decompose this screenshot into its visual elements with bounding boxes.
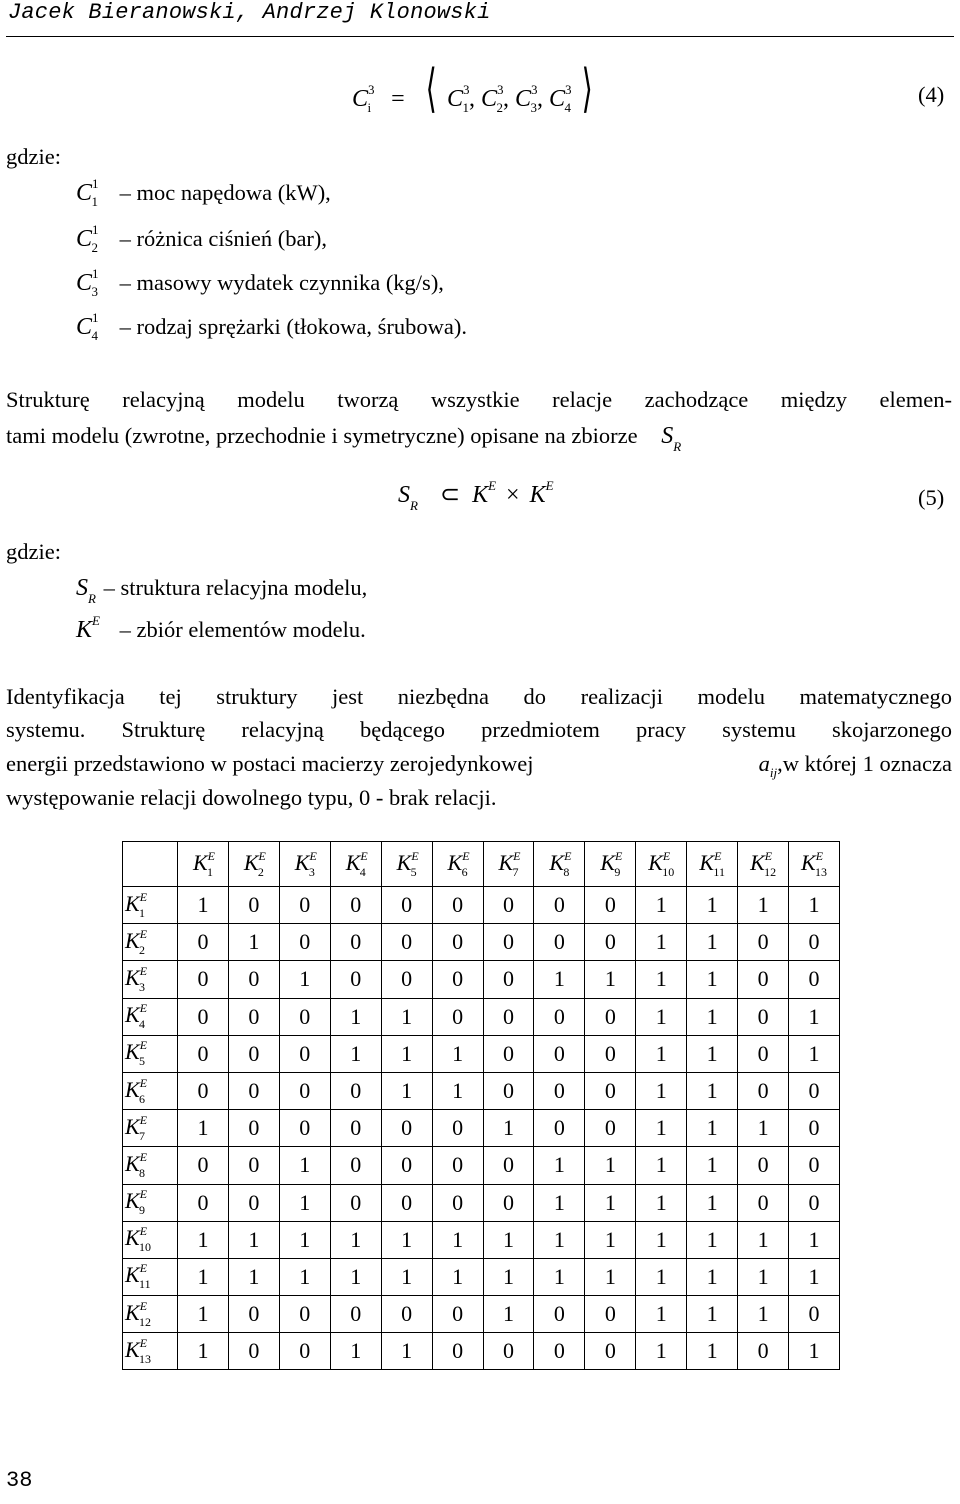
matrix-cell: 0	[228, 1333, 279, 1370]
matrix-cell: 0	[483, 1333, 534, 1370]
matrix-cell: 0	[381, 924, 432, 961]
matrix-row-header	[123, 924, 178, 961]
matrix-cell: 1	[534, 1147, 585, 1184]
matrix-cell: 0	[432, 1333, 483, 1370]
eq4-term-3: $C^3_3$	[515, 82, 538, 115]
matrix-row-header	[123, 1333, 178, 1370]
matrix-cell: 1	[687, 1110, 738, 1147]
matrix-cell: 0	[330, 961, 381, 998]
matrix-cell: 0	[483, 961, 534, 998]
matrix-row	[123, 1035, 840, 1072]
matrix-cell: 0	[330, 1072, 381, 1109]
matrix-cell: 1	[636, 887, 687, 924]
matrix-row-header	[123, 1258, 178, 1295]
matrix-row-header	[123, 1110, 178, 1147]
matrix-cell: 1	[534, 1221, 585, 1258]
matrix-cell: 0	[381, 961, 432, 998]
matrix-cell: 1	[534, 961, 585, 998]
eq4-lhs: $C^3_i$	[352, 82, 375, 115]
matrix-cell: 1	[636, 998, 687, 1035]
relation-matrix	[122, 841, 840, 1370]
matrix-cell: 0	[585, 887, 636, 924]
matrix-cell: 0	[738, 1072, 789, 1109]
matrix-cell: 0	[228, 998, 279, 1035]
matrix-column-header	[279, 842, 330, 887]
matrix-cell: 1	[687, 998, 738, 1035]
matrix-cell: 1	[279, 1258, 330, 1295]
paragraph-2-line-2: systemu. Strukturę relacyjną będącego przedmiotem pracy systemu skojarzonego	[6, 717, 952, 742]
matrix-cell: 1	[687, 1221, 738, 1258]
matrix-cell: 0	[483, 998, 534, 1035]
matrix-cell: 1	[789, 1035, 840, 1072]
matrix-k-label: $K^E_7$	[498, 848, 521, 879]
matrix-cell: 1	[636, 1110, 687, 1147]
matrix-cell: 1	[228, 924, 279, 961]
matrix-cell: 1	[279, 1184, 330, 1221]
matrix-column-header	[585, 842, 636, 887]
matrix-k-label: $K^E_{13}$	[125, 1335, 152, 1366]
matrix-cell: 0	[585, 924, 636, 961]
matrix-cell: 0	[534, 924, 585, 961]
matrix-cell: 0	[789, 1184, 840, 1221]
matrix-cell: 0	[534, 1035, 585, 1072]
paragraph-1-line-2: tami modelu (zwrotne, przechodnie i symetryczne) opisane na zbiorze $S_R$	[6, 423, 682, 454]
matrix-cell: 1	[483, 1296, 534, 1333]
matrix-cell: 0	[178, 1072, 229, 1109]
matrix-cell: 1	[636, 1072, 687, 1109]
matrix-k-label: $K^E_1$	[192, 848, 215, 879]
matrix-cell: 1	[585, 1147, 636, 1184]
matrix-cell: 0	[330, 1296, 381, 1333]
matrix-cell: 0	[789, 961, 840, 998]
matrix-cell: 0	[789, 1110, 840, 1147]
matrix-cell: 0	[279, 998, 330, 1035]
matrix-k-label: $K^E_7$	[125, 1112, 148, 1143]
matrix-cell: 0	[330, 887, 381, 924]
matrix-cell: 1	[636, 924, 687, 961]
eq4-term-2: $C^3_2$	[481, 82, 504, 115]
matrix-cell: 1	[687, 1035, 738, 1072]
matrix-cell: 0	[228, 1072, 279, 1109]
equation-5: $S_R$ ⊂ $K^E \times K^E$	[398, 478, 554, 513]
matrix-k-label: $K^E_{11}$	[699, 848, 725, 879]
matrix-row-header	[123, 1184, 178, 1221]
matrix-row-header	[123, 1221, 178, 1258]
matrix-cell: 0	[228, 1296, 279, 1333]
matrix-cell: 1	[738, 887, 789, 924]
matrix-cell: 0	[279, 887, 330, 924]
matrix-cell: 1	[687, 1072, 738, 1109]
matrix-cell: 1	[636, 1221, 687, 1258]
matrix-cell: 1	[585, 1258, 636, 1295]
matrix-cell: 0	[789, 1147, 840, 1184]
matrix-cell: 1	[381, 1221, 432, 1258]
matrix-column-header	[381, 842, 432, 887]
matrix-k-label: $K^E_9$	[125, 1187, 148, 1218]
matrix-column-header	[738, 842, 789, 887]
header-rule	[6, 36, 954, 37]
matrix-cell: 0	[279, 1110, 330, 1147]
matrix-cell: 0	[228, 1184, 279, 1221]
running-head-authors: Jacek Bieranowski, Andrzej Klonowski	[8, 0, 491, 25]
matrix-cell: 1	[432, 1221, 483, 1258]
matrix-cell: 1	[178, 1333, 229, 1370]
matrix-cell: 1	[636, 1258, 687, 1295]
matrix-cell: 1	[228, 1221, 279, 1258]
eq4-term-4: $C^3_4$	[549, 82, 572, 115]
matrix-cell: 0	[789, 924, 840, 961]
matrix-cell: 1	[585, 1221, 636, 1258]
matrix-cell: 1	[687, 961, 738, 998]
matrix-row	[123, 1110, 840, 1147]
matrix-k-label: $K^E_{10}$	[648, 848, 675, 879]
paragraph-1-line-1: Strukturę relacyjną modelu tworzą wszystkie relacje zachodzące między elemen-	[6, 387, 952, 412]
matrix-k-label: $K^E_5$	[396, 848, 419, 879]
matrix-cell: 1	[381, 1072, 432, 1109]
matrix-cell: 0	[432, 1184, 483, 1221]
matrix-cell: 0	[585, 998, 636, 1035]
matrix-column-header	[636, 842, 687, 887]
matrix-cell: 1	[381, 998, 432, 1035]
matrix-cell: 1	[636, 1333, 687, 1370]
matrix-cell: 1	[279, 961, 330, 998]
matrix-row	[123, 1296, 840, 1333]
matrix-cell: 1	[687, 1296, 738, 1333]
matrix-k-label: $K^E_{12}$	[125, 1298, 152, 1329]
matrix-cell: 1	[534, 1184, 585, 1221]
right-angle-bracket: ⟩	[581, 61, 593, 118]
matrix-cell: 0	[585, 1072, 636, 1109]
matrix-cell: 0	[738, 924, 789, 961]
matrix-cell: 0	[381, 887, 432, 924]
matrix-cell: 1	[483, 1221, 534, 1258]
matrix-cell: 1	[636, 1184, 687, 1221]
matrix-row-header	[123, 1035, 178, 1072]
matrix-cell: 0	[279, 1072, 330, 1109]
eq4-term-1: $C^3_1$	[446, 82, 470, 115]
matrix-cell: 0	[585, 1333, 636, 1370]
matrix-cell: 0	[789, 1072, 840, 1109]
matrix-cell: 0	[534, 998, 585, 1035]
matrix-cell: 1	[738, 1221, 789, 1258]
matrix-cell: 1	[279, 1221, 330, 1258]
matrix-row	[123, 1072, 840, 1109]
matrix-k-label: $K^E_{10}$	[125, 1224, 152, 1255]
matrix-cell: 0	[381, 1110, 432, 1147]
matrix-row	[123, 1147, 840, 1184]
matrix-k-label: $K^E_3$	[294, 848, 317, 879]
matrix-cell: 0	[738, 1333, 789, 1370]
where1-item-4: $C^1_4$ – rodzaj sprężarki (tłokowa, śrubowa).	[76, 310, 468, 343]
matrix-cell: 1	[687, 924, 738, 961]
matrix-row	[123, 924, 840, 961]
paragraph-2-line-4: występowanie relacji dowolnego typu, 0 - brak relacji.	[6, 785, 497, 810]
matrix-cell: 1	[789, 887, 840, 924]
matrix-cell: 1	[228, 1258, 279, 1295]
matrix-cell: 1	[687, 1147, 738, 1184]
matrix-k-label: $K^E_2$	[243, 848, 266, 879]
matrix-row	[123, 961, 840, 998]
matrix-k-label: $K^E_5$	[125, 1038, 148, 1069]
matrix-column-header	[534, 842, 585, 887]
matrix-cell: 0	[178, 1035, 229, 1072]
matrix-cell: 0	[738, 1184, 789, 1221]
matrix-cell: 0	[738, 998, 789, 1035]
matrix-cell: 0	[279, 924, 330, 961]
matrix-k-label: $K^E_{12}$	[750, 848, 777, 879]
matrix-k-label: $K^E_{13}$	[801, 848, 828, 879]
matrix-k-label: $K^E_4$	[345, 848, 368, 879]
matrix-column-header	[330, 842, 381, 887]
matrix-cell: 1	[279, 1147, 330, 1184]
matrix-cell: 1	[178, 887, 229, 924]
matrix-header-row	[123, 842, 840, 887]
matrix-cell: 1	[738, 1258, 789, 1295]
where1-item-2: $C^1_2$ – różnica ciśnień (bar),	[76, 222, 328, 255]
matrix-cell: 1	[178, 1110, 229, 1147]
matrix-cell: 0	[483, 1184, 534, 1221]
matrix-column-header	[228, 842, 279, 887]
matrix-column-header	[432, 842, 483, 887]
where1-item-1: $C^1_1$ – moc napędowa (kW),	[76, 176, 331, 209]
left-angle-bracket: ⟨	[425, 61, 437, 118]
matrix-cell: 0	[432, 1296, 483, 1333]
matrix-cell: 0	[178, 1147, 229, 1184]
equation-number-4: (4)	[918, 82, 945, 107]
equals-sign: =	[391, 86, 405, 112]
matrix-k-label: $K^E_9$	[600, 848, 623, 879]
matrix-k-label: $K^E_8$	[125, 1149, 148, 1180]
matrix-cell: 1	[636, 1035, 687, 1072]
matrix-cell: 1	[687, 1184, 738, 1221]
matrix-cell: 1	[738, 1110, 789, 1147]
matrix-cell: 0	[279, 1296, 330, 1333]
matrix-row-header	[123, 1072, 178, 1109]
matrix-column-header	[178, 842, 229, 887]
matrix-cell: 0	[738, 1147, 789, 1184]
where-label-2: gdzie:	[6, 539, 61, 564]
matrix-cell: 1	[381, 1258, 432, 1295]
matrix-cell: 1	[585, 961, 636, 998]
matrix-corner-cell	[123, 842, 178, 887]
matrix-cell: 0	[534, 887, 585, 924]
matrix-cell: 0	[228, 961, 279, 998]
matrix-cell: 1	[789, 998, 840, 1035]
matrix-row	[123, 1333, 840, 1370]
matrix-cell: 1	[738, 1296, 789, 1333]
matrix-row-header	[123, 887, 178, 924]
matrix-cell: 1	[432, 1035, 483, 1072]
matrix-cell: 0	[432, 998, 483, 1035]
matrix-column-header	[789, 842, 840, 887]
matrix-cell: 0	[585, 1035, 636, 1072]
matrix-cell: 0	[228, 1110, 279, 1147]
matrix-cell: 0	[330, 1147, 381, 1184]
matrix-cell: 1	[381, 1333, 432, 1370]
where2-item-2: $K^E$ – zbiór elementów modelu.	[76, 613, 366, 643]
matrix-cell: 0	[178, 924, 229, 961]
paragraph-2-line-1: Identyfikacja tej struktury jest niezbędna do realizacji modelu matematycznego	[6, 684, 952, 709]
matrix-cell: 0	[534, 1110, 585, 1147]
matrix-cell: 0	[432, 924, 483, 961]
matrix-row	[123, 998, 840, 1035]
where2-item-1: $S_R$ – struktura relacyjna modelu,	[76, 575, 368, 606]
matrix-cell: 0	[738, 961, 789, 998]
matrix-cell: 1	[636, 1147, 687, 1184]
matrix-cell: 0	[381, 1296, 432, 1333]
matrix-cell: 1	[330, 1258, 381, 1295]
matrix-k-label: $K^E_2$	[125, 926, 148, 957]
matrix-cell: 0	[228, 1147, 279, 1184]
matrix-cell: 1	[687, 1333, 738, 1370]
matrix-k-label: $K^E_4$	[125, 1001, 148, 1032]
matrix-cell: 1	[178, 1258, 229, 1295]
equation-number-5: (5)	[918, 485, 945, 510]
matrix-cell: 1	[432, 1258, 483, 1295]
equation-4: $C^3_i$ = ⟨ $C^3_1$, $C^3_2$, $C^3_3$, $C^3_4$ ⟩	[352, 61, 593, 118]
matrix-cell: 0	[432, 1110, 483, 1147]
matrix-cell: 0	[330, 924, 381, 961]
matrix-cell: 1	[636, 961, 687, 998]
matrix-cell: 0	[483, 887, 534, 924]
matrix-cell: 0	[585, 1296, 636, 1333]
matrix-k-label: $K^E_8$	[549, 848, 572, 879]
matrix-row-header	[123, 1147, 178, 1184]
matrix-cell: 0	[381, 1147, 432, 1184]
matrix-cell: 1	[585, 1184, 636, 1221]
matrix-cell: 1	[534, 1258, 585, 1295]
where-label-1: gdzie:	[6, 144, 61, 169]
matrix-cell: 1	[636, 1296, 687, 1333]
matrix-row	[123, 1258, 840, 1295]
matrix-row	[123, 1184, 840, 1221]
matrix-cell: 1	[178, 1296, 229, 1333]
matrix-cell: 0	[483, 1072, 534, 1109]
matrix-k-label: $K^E_6$	[125, 1075, 148, 1106]
matrix-cell: 1	[381, 1035, 432, 1072]
paragraph-2-line-3: energii przedstawiono w postaci macierzy zerojedynkowej $a_{ij},w$ której 1 oznacza	[6, 751, 952, 780]
matrix-cell: 0	[228, 1035, 279, 1072]
matrix-cell: 0	[585, 1110, 636, 1147]
matrix-cell: 1	[483, 1110, 534, 1147]
matrix-cell: 0	[279, 1035, 330, 1072]
matrix-cell: 0	[789, 1296, 840, 1333]
where1-item-3: $C^1_3$ – masowy wydatek czynnika (kg/s),	[76, 266, 444, 299]
matrix-cell: 1	[330, 998, 381, 1035]
matrix-row	[123, 1221, 840, 1258]
matrix-column-header	[483, 842, 534, 887]
matrix-cell: 0	[381, 1184, 432, 1221]
matrix-cell: 0	[330, 1110, 381, 1147]
matrix-cell: 1	[687, 887, 738, 924]
matrix-cell: 1	[330, 1333, 381, 1370]
matrix-cell: 0	[483, 1035, 534, 1072]
matrix-row	[123, 887, 840, 924]
page-number: 38	[6, 1468, 33, 1493]
matrix-row-header	[123, 961, 178, 998]
matrix-cell: 0	[178, 998, 229, 1035]
matrix-cell: 1	[789, 1221, 840, 1258]
matrix-cell: 0	[228, 887, 279, 924]
matrix-cell: 1	[789, 1333, 840, 1370]
matrix-row-header	[123, 998, 178, 1035]
matrix-cell: 0	[432, 887, 483, 924]
matrix-cell: 0	[330, 1184, 381, 1221]
matrix-cell: 0	[178, 1184, 229, 1221]
matrix-cell: 0	[178, 961, 229, 998]
matrix-k-label: $K^E_{11}$	[125, 1261, 151, 1292]
matrix-row-header	[123, 1296, 178, 1333]
matrix-column-header	[687, 842, 738, 887]
matrix-cell: 1	[178, 1221, 229, 1258]
matrix-k-label: $K^E_1$	[125, 889, 148, 920]
matrix-k-label: $K^E_6$	[447, 848, 470, 879]
matrix-cell: 0	[534, 1296, 585, 1333]
matrix-cell: 1	[432, 1072, 483, 1109]
matrix-k-label: $K^E_3$	[125, 963, 148, 994]
matrix-cell: 1	[687, 1258, 738, 1295]
matrix-cell: 0	[534, 1072, 585, 1109]
matrix-cell: 1	[330, 1035, 381, 1072]
matrix-cell: 0	[432, 961, 483, 998]
matrix-cell: 0	[483, 1147, 534, 1184]
matrix-cell: 0	[534, 1333, 585, 1370]
matrix-cell: 0	[279, 1333, 330, 1370]
matrix-cell: 1	[483, 1258, 534, 1295]
matrix-cell: 0	[432, 1147, 483, 1184]
matrix-cell: 0	[738, 1035, 789, 1072]
matrix-cell: 0	[483, 924, 534, 961]
matrix-cell: 1	[789, 1258, 840, 1295]
matrix-cell: 1	[330, 1221, 381, 1258]
